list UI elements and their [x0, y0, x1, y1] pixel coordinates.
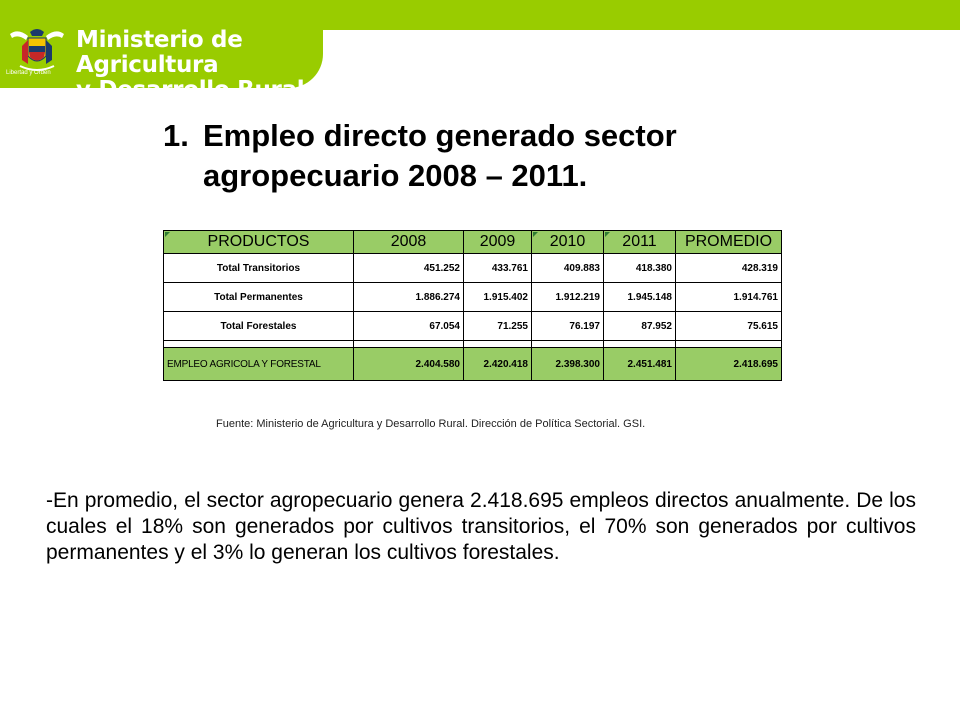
table-cell: 1.945.148 — [604, 283, 676, 312]
table-spacer-row — [164, 341, 782, 348]
row-label: Total Forestales — [164, 312, 354, 341]
total-cell: 2.451.481 — [604, 348, 676, 381]
total-cell: 2.398.300 — [532, 348, 604, 381]
total-cell: 2.404.580 — [354, 348, 464, 381]
table-cell: 76.197 — [532, 312, 604, 341]
title-number: 1. — [163, 118, 189, 153]
table-cell: 67.054 — [354, 312, 464, 341]
logo-line-2: y Desarrollo Rural — [76, 77, 305, 103]
row-label: Total Permanentes — [164, 283, 354, 312]
table-cell: 1.914.761 — [676, 283, 782, 312]
row-label: Total Transitorios — [164, 254, 354, 283]
table-row — [164, 283, 782, 312]
table-cell: 428.319 — [676, 254, 782, 283]
table-cell: 433.761 — [464, 254, 532, 283]
ministry-name — [76, 28, 323, 103]
logo-motto: Libertad y Orden — [6, 70, 51, 76]
header-2010: 2010 — [532, 231, 604, 254]
table-cell: 418.380 — [604, 254, 676, 283]
header-productos: PRODUCTOS — [164, 231, 354, 254]
summary-paragraph: -En promedio, el sector agropecuario genera 2.418.695 empleos directos anualmente. De los cuales el 18% son generados por cultivos transitorios, el 70% son generados por cultivos permanentes y el 3% lo generan los cultivos forestales. — [46, 489, 916, 564]
total-cell: 2.420.418 — [464, 348, 532, 381]
table-cell: 409.883 — [532, 254, 604, 283]
table-cell: 75.615 — [676, 312, 782, 341]
header-2011: 2011 — [604, 231, 676, 254]
slide-title — [163, 116, 677, 196]
table-cell: 1.912.219 — [532, 283, 604, 312]
table-cell: 87.952 — [604, 312, 676, 341]
table-cell: 71.255 — [464, 312, 532, 341]
header-2008: 2008 — [354, 231, 464, 254]
logo-line-1: Ministerio de Agricultura — [76, 27, 243, 78]
source-note: Fuente: Ministerio de Agricultura y Desarrollo Rural. Dirección de Política Sectorial. GSI. — [216, 418, 646, 430]
title-line-1: Empleo directo generado sector — [203, 118, 677, 153]
table-total-row — [164, 348, 782, 381]
ministry-logo — [0, 0, 323, 103]
header-promedio: PROMEDIO — [676, 231, 782, 254]
table-row — [164, 254, 782, 283]
total-label: EMPLEO AGRICOLA Y FORESTAL — [164, 348, 354, 381]
employment-table — [163, 230, 781, 386]
header-2009: 2009 — [464, 231, 532, 254]
table-cell: 451.252 — [354, 254, 464, 283]
title-line-2: agropecuario 2008 – 2011. — [203, 158, 588, 193]
table-row — [164, 312, 782, 341]
table-cell: 1.886.274 — [354, 283, 464, 312]
total-cell: 2.418.695 — [676, 348, 782, 381]
table-cell: 1.915.402 — [464, 283, 532, 312]
table-header-row — [164, 231, 782, 254]
